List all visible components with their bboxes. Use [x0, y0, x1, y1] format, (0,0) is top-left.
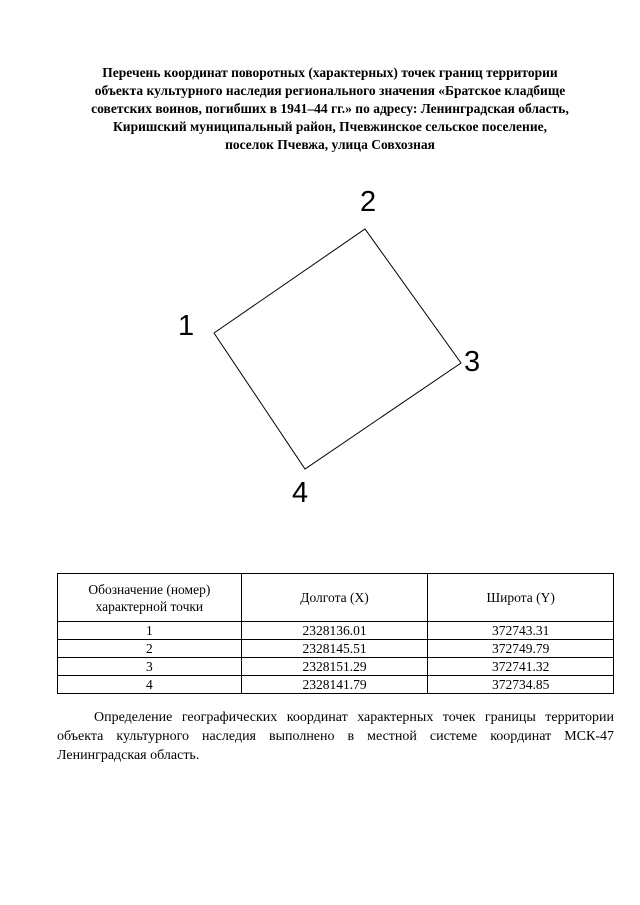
cell-x: 2328141.79	[241, 676, 428, 694]
point-label-1: 1	[178, 310, 195, 342]
table-row	[58, 676, 614, 694]
title-line-3: советских воинов, погибших в 1941–44 гг.» по адресу: Ленинградская область,	[91, 101, 569, 116]
cell-y: 372734.85	[428, 676, 614, 694]
point-label-2: 2	[360, 186, 377, 218]
table-header-row	[58, 574, 614, 622]
cell-x: 2328136.01	[241, 622, 428, 640]
cell-y: 372749.79	[428, 640, 614, 658]
title-line-2: объекта культурного наследия регионального значения «Братское кладбище	[94, 83, 566, 98]
coordinate-system-note	[57, 708, 614, 765]
note-text: Определение географических координат характерных точек границы территории объекта культурного наследия выполнено в местной системе координат МСК-47 Ленинградская область.	[57, 710, 614, 763]
cell-point: 3	[58, 658, 242, 676]
table-row	[58, 658, 614, 676]
cell-point: 1	[58, 622, 242, 640]
cell-point: 2	[58, 640, 242, 658]
header-latitude: Широта (Y)	[428, 574, 614, 622]
title-line-5: поселок Пчевжа, улица Совхозная	[225, 137, 435, 152]
point-label-3: 3	[464, 346, 481, 378]
table-row	[58, 622, 614, 640]
header-longitude: Долгота (X)	[241, 574, 428, 622]
cell-x: 2328151.29	[241, 658, 428, 676]
cell-x: 2328145.51	[241, 640, 428, 658]
title-line-1: Перечень координат поворотных (характерных) точек границ территории	[102, 65, 558, 80]
title-line-4: Киришский муниципальный район, Пчевжинское сельское поселение,	[113, 119, 547, 134]
cell-point: 4	[58, 676, 242, 694]
boundary-polygon	[214, 229, 461, 469]
table-row	[58, 640, 614, 658]
cell-y: 372743.31	[428, 622, 614, 640]
coordinates-table	[57, 573, 614, 694]
header-point-number: Обозначение (номер) характерной точки	[58, 574, 242, 622]
point-label-4: 4	[292, 477, 309, 509]
cell-y: 372741.32	[428, 658, 614, 676]
